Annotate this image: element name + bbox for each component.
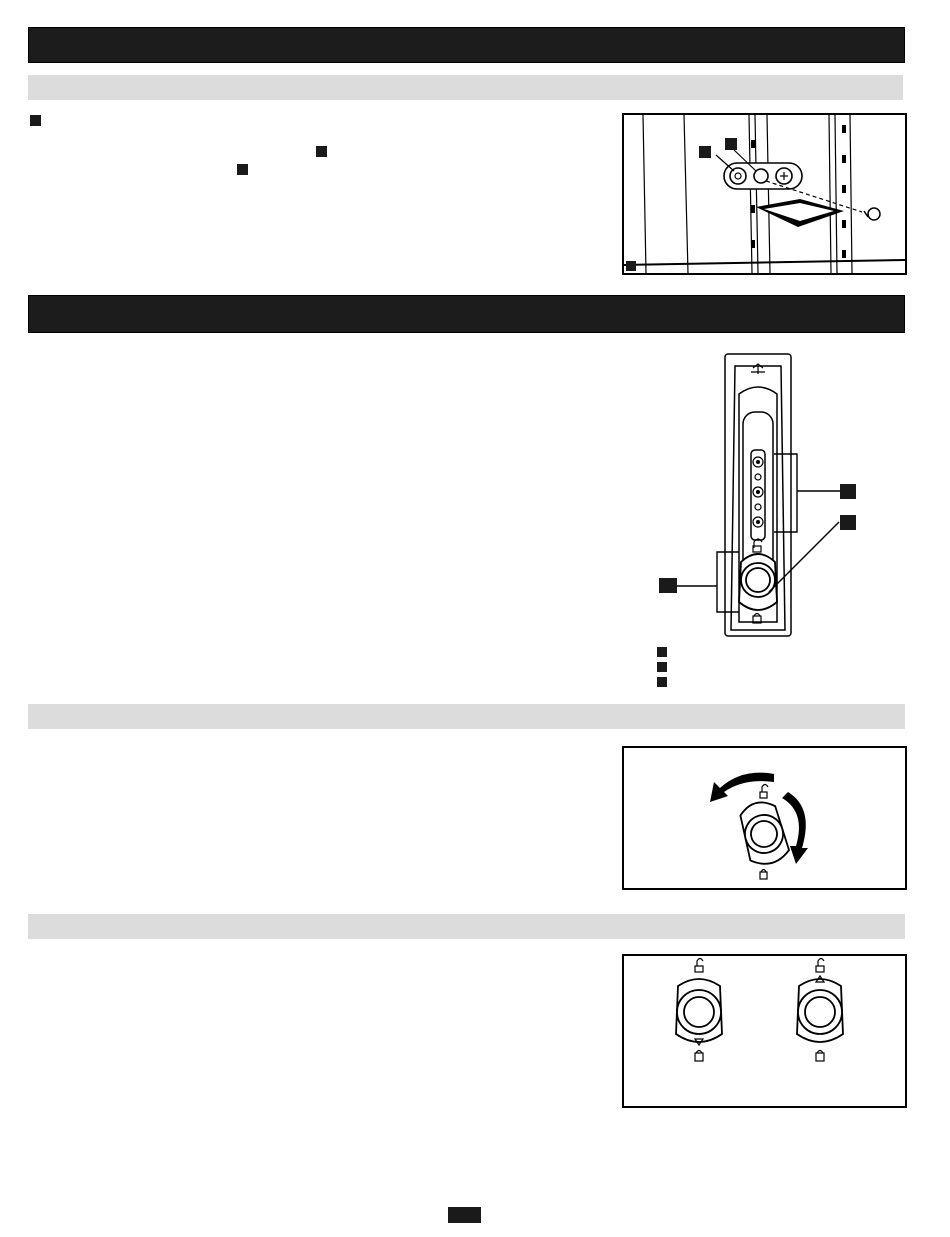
legend-marker-3 (657, 677, 667, 687)
section-header-1 (28, 27, 905, 63)
closed-padlock-icon (760, 872, 767, 879)
callout-marker-a (699, 146, 711, 158)
subheader-3 (28, 914, 905, 939)
dial-positions-illustration (624, 956, 905, 1106)
open-padlock-icon (816, 966, 824, 972)
page-number-block (448, 1207, 481, 1223)
callout-marker-b (725, 138, 737, 150)
step-marker (30, 115, 41, 126)
rail-bracket-illustration (624, 115, 905, 273)
dial-locked (676, 959, 722, 1062)
callout-keypad (840, 484, 856, 499)
dial-unlocked (797, 959, 843, 1062)
figure-corner-marker (626, 261, 636, 271)
figure-door-handle (655, 350, 865, 640)
legend-marker-1 (657, 647, 667, 657)
figure-dial-positions (622, 954, 907, 1108)
figure-rotate-dial (622, 746, 907, 890)
closed-padlock-icon (816, 1053, 824, 1061)
callout-handle (659, 578, 677, 593)
subheader-1 (28, 75, 903, 100)
section-header-2 (28, 295, 905, 333)
handle-keypad-illustration (655, 350, 865, 640)
closed-padlock-icon (695, 1053, 703, 1061)
step-marker (316, 146, 327, 157)
rotate-dial-illustration (624, 748, 905, 888)
open-padlock-icon (695, 966, 703, 972)
callout-dial (840, 515, 856, 530)
figure-rail-bracket (622, 113, 907, 275)
subheader-2 (28, 704, 905, 729)
step-marker (237, 164, 248, 175)
legend-marker-2 (657, 662, 667, 672)
open-padlock-icon (760, 792, 767, 798)
